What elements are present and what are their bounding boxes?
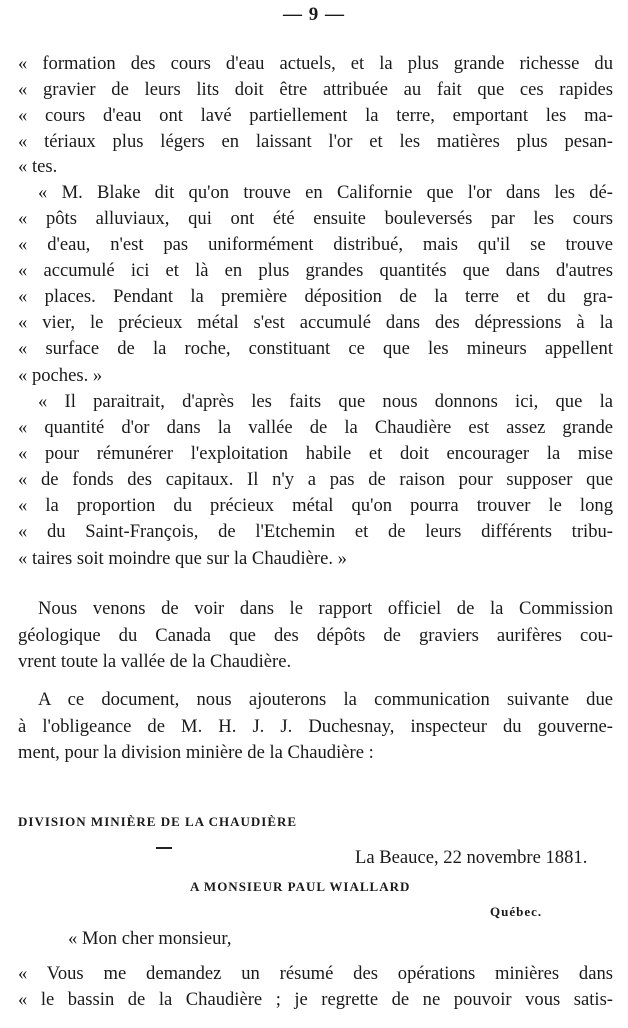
quote-line: « tes.: [18, 156, 58, 177]
quote-line: « du Saint-François, de l'Etchemin et de leurs différents tribu-: [18, 521, 613, 542]
paragraph-line: à l'obligeance de M. H. J. J. Duchesnay, inspecteur du gouverne-: [18, 716, 613, 737]
letter-body-line: « le bassin de la Chaudière ; je regrette de ne pouvoir vous satis-: [18, 989, 613, 1010]
letter-salutation: « Mon cher monsieur,: [68, 928, 232, 949]
quote-line: « places. Pendant la première déposition de la terre et du gra-: [18, 286, 613, 307]
letter-heading: DIVISION MINIÈRE DE LA CHAUDIÈRE: [18, 814, 298, 829]
heading-rule: [156, 847, 172, 849]
quote-line: « cours d'eau ont lavé partiellement la terre, emportant les ma-: [18, 105, 613, 126]
letter-body-line: « Vous me demandez un résumé des opérations minières dans: [18, 963, 613, 984]
page-number: — 9 —: [283, 4, 345, 25]
quote-line: « surface de la roche, constituant ce que les mineurs appellent: [18, 338, 613, 359]
quote-line: « poches. »: [18, 365, 103, 386]
quote-line: « accumulé ici et là en plus grandes quantités que dans d'autres: [18, 260, 613, 281]
paragraph-line: Nous venons de voir dans le rapport officiel de la Commission: [38, 598, 613, 619]
quote-line: « la proportion du précieux métal qu'on pourra trouver le long: [18, 495, 613, 516]
quote-line: « pour rémunérer l'exploitation habile et doit encourager la mise: [18, 443, 613, 464]
quote-line: « de fonds des capitaux. Il n'y a pas de raison pour supposer que: [18, 469, 613, 490]
quote-line: « quantité d'or dans la vallée de la Chaudière est assez grande: [18, 417, 613, 438]
quote-line: « taires soit moindre que sur la Chaudière. »: [18, 548, 347, 569]
quote-line: « Il paraitrait, d'après les faits que nous donnons ici, que la: [38, 391, 613, 412]
letter-place-date: La Beauce, 22 novembre 1881.: [355, 847, 588, 868]
paragraph-line: vrent toute la vallée de la Chaudière.: [18, 651, 292, 672]
paragraph-line: géologique du Canada que des dépôts de graviers aurifères cou-: [18, 625, 613, 646]
letter-city: Québec.: [490, 904, 543, 919]
quote-line: « pôts alluviaux, qui ont été ensuite bouleversés par les cours: [18, 208, 613, 229]
quote-line: « vier, le précieux métal s'est accumulé dans des dépressions à la: [18, 312, 613, 333]
quote-line: « formation des cours d'eau actuels, et la plus grande richesse du: [18, 53, 613, 74]
quote-line: « gravier de leurs lits doit être attribuée au fait que ces rapides: [18, 79, 613, 100]
quote-line: « M. Blake dit qu'on trouve en Californie que l'or dans les dé-: [38, 182, 613, 203]
quote-line: « d'eau, n'est pas uniformément distribué, mais qu'il se trouve: [18, 234, 613, 255]
letter-addressee: A MONSIEUR PAUL WIALLARD: [190, 879, 411, 894]
paragraph-line: A ce document, nous ajouterons la communication suivante due: [38, 689, 613, 710]
quote-line: « tériaux plus légers en laissant l'or et les matières plus pesan-: [18, 131, 613, 152]
paragraph-line: ment, pour la division minière de la Chaudière :: [18, 742, 374, 763]
